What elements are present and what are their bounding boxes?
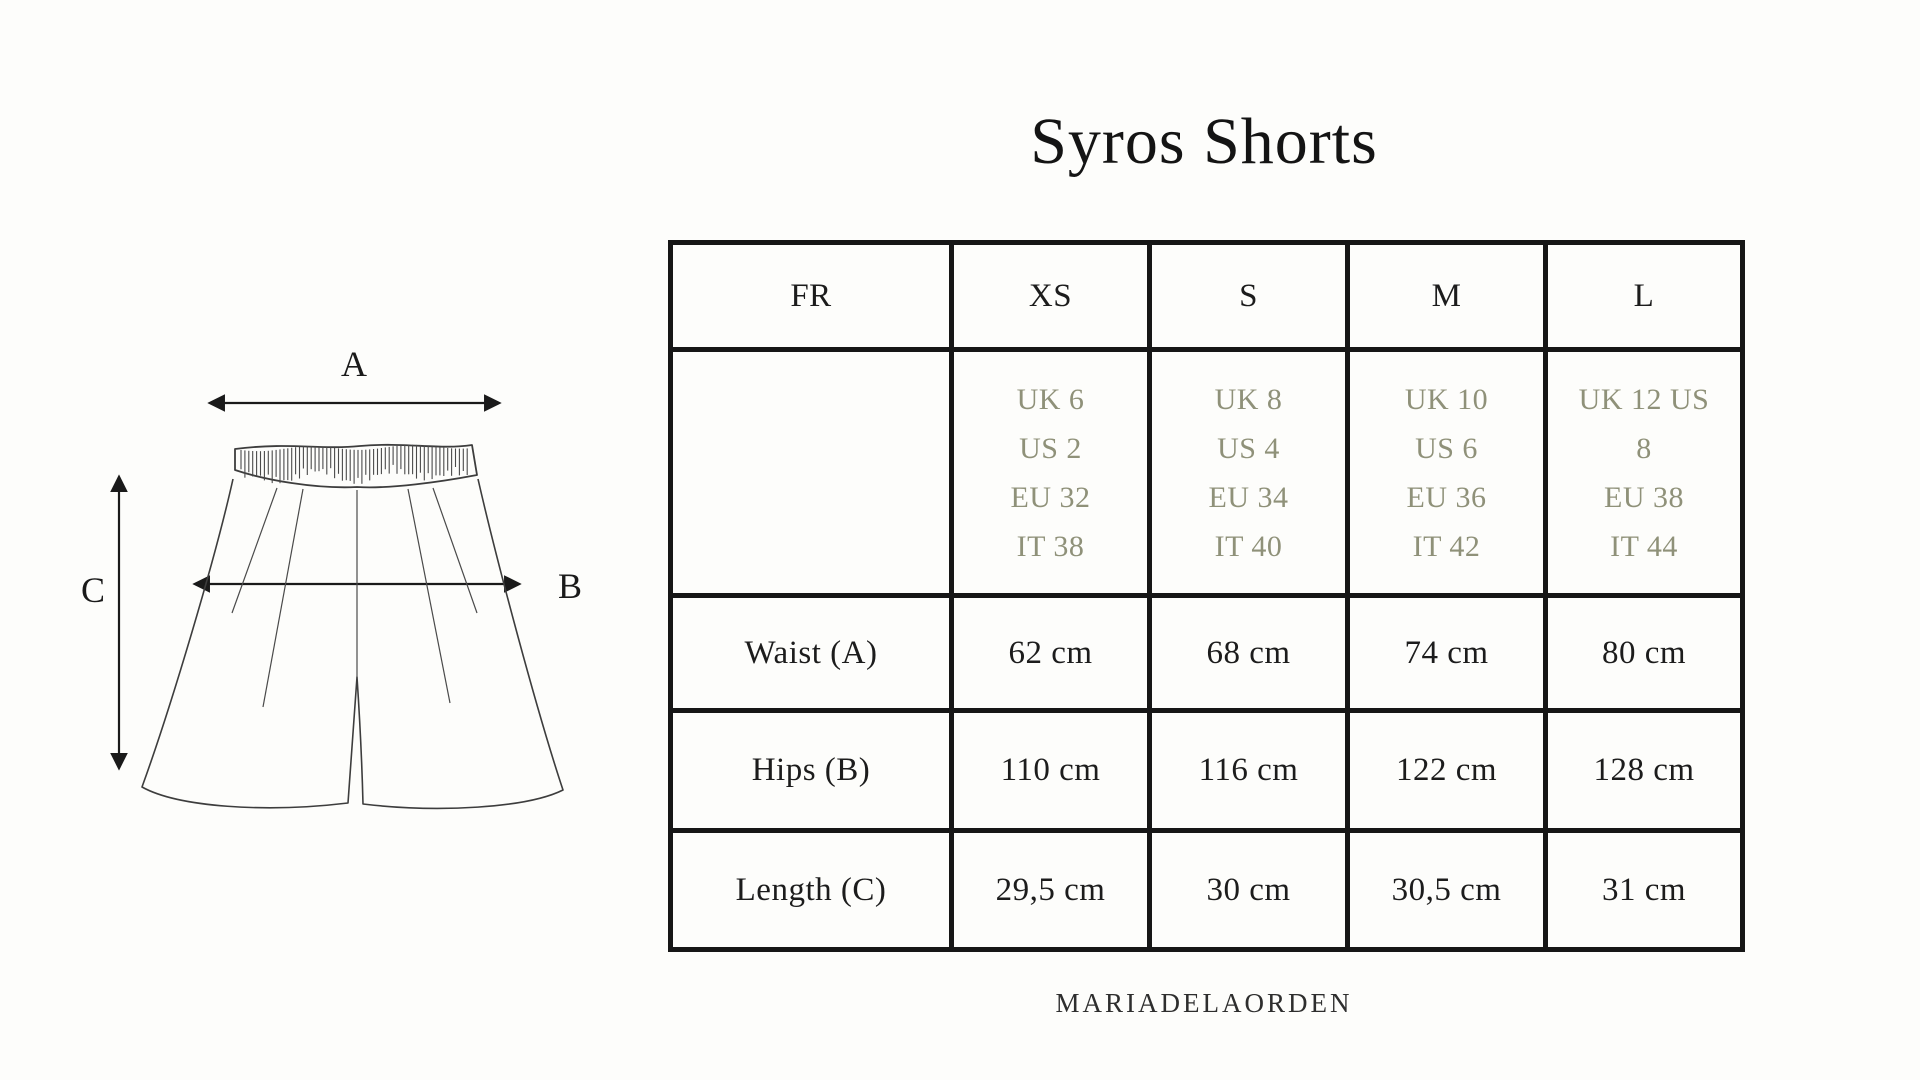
conversion-cell-l xyxy=(1546,350,1743,596)
dimension-label-b: B xyxy=(558,566,583,606)
pleat-lines xyxy=(232,488,477,707)
length-value-l: 31 cm xyxy=(1546,831,1743,950)
hips-value-m: 122 cm xyxy=(1348,711,1546,831)
conversion-line: IT 44 xyxy=(1610,529,1678,563)
hips-value-l: 128 cm xyxy=(1546,711,1743,831)
page-title: Syros Shorts xyxy=(1030,105,1378,178)
waist-value-l: 80 cm xyxy=(1546,596,1743,711)
conversion-line: IT 40 xyxy=(1214,529,1283,563)
dimension-arrow-b xyxy=(195,566,582,606)
row-label-length: Length (C) xyxy=(671,831,952,950)
conversion-cell-xs xyxy=(952,350,1150,596)
hips-value-s: 116 cm xyxy=(1150,711,1348,831)
dimension-label-c: C xyxy=(80,570,106,610)
conversion-line: UK 6 xyxy=(1016,382,1085,416)
length-value-s: 30 cm xyxy=(1150,831,1348,950)
shorts-outline xyxy=(142,479,563,808)
conversion-line: IT 38 xyxy=(1016,529,1085,563)
conversion-line: US 6 xyxy=(1415,431,1478,465)
waist-value-s: 68 cm xyxy=(1150,596,1348,711)
size-chart-table xyxy=(668,240,1745,952)
conversion-line: EU 36 xyxy=(1406,480,1487,514)
length-value-m: 30,5 cm xyxy=(1348,831,1546,950)
conversion-cell-empty xyxy=(671,350,952,596)
conversion-line: US 2 xyxy=(1019,431,1082,465)
conversion-line: IT 42 xyxy=(1412,529,1481,563)
waistband xyxy=(235,445,477,488)
conversion-line: UK 8 xyxy=(1214,382,1283,416)
row-label-waist: Waist (A) xyxy=(671,596,952,711)
conversion-line: EU 32 xyxy=(1010,480,1091,514)
waist-value-m: 74 cm xyxy=(1348,596,1546,711)
size-conversion-row xyxy=(671,350,1743,596)
table-row-length xyxy=(671,831,1743,950)
header-row xyxy=(671,243,1743,350)
brand-footer: MARIADELAORDEN xyxy=(1055,988,1353,1018)
hips-value-xs: 110 cm xyxy=(952,711,1150,831)
conversion-line: 8 xyxy=(1636,431,1652,465)
row-label-hips: Hips (B) xyxy=(671,711,952,831)
dimension-label-a: A xyxy=(341,344,367,384)
conversion-line: EU 38 xyxy=(1604,480,1684,514)
length-value-xs: 29,5 cm xyxy=(952,831,1150,950)
dimension-arrow-a xyxy=(210,344,499,403)
header-cell-fr: FR xyxy=(671,243,952,350)
header-cell-l: L xyxy=(1546,243,1743,350)
shorts-measurement-diagram xyxy=(60,330,620,850)
conversion-line: UK 10 xyxy=(1404,382,1489,416)
header-cell-m: M xyxy=(1348,243,1546,350)
conversion-line: EU 34 xyxy=(1208,480,1289,514)
conversion-cell-s xyxy=(1150,350,1348,596)
table-row-hips xyxy=(671,711,1743,831)
header-cell-s: S xyxy=(1150,243,1348,350)
table-row-waist xyxy=(671,596,1743,711)
header-cell-xs: XS xyxy=(952,243,1150,350)
waist-value-xs: 62 cm xyxy=(952,596,1150,711)
conversion-cell-m xyxy=(1348,350,1546,596)
conversion-line: US 4 xyxy=(1217,431,1280,465)
shorts-diagram-svg xyxy=(60,330,620,850)
dimension-arrow-c xyxy=(81,477,119,768)
conversion-line: UK 12 US xyxy=(1578,382,1710,416)
